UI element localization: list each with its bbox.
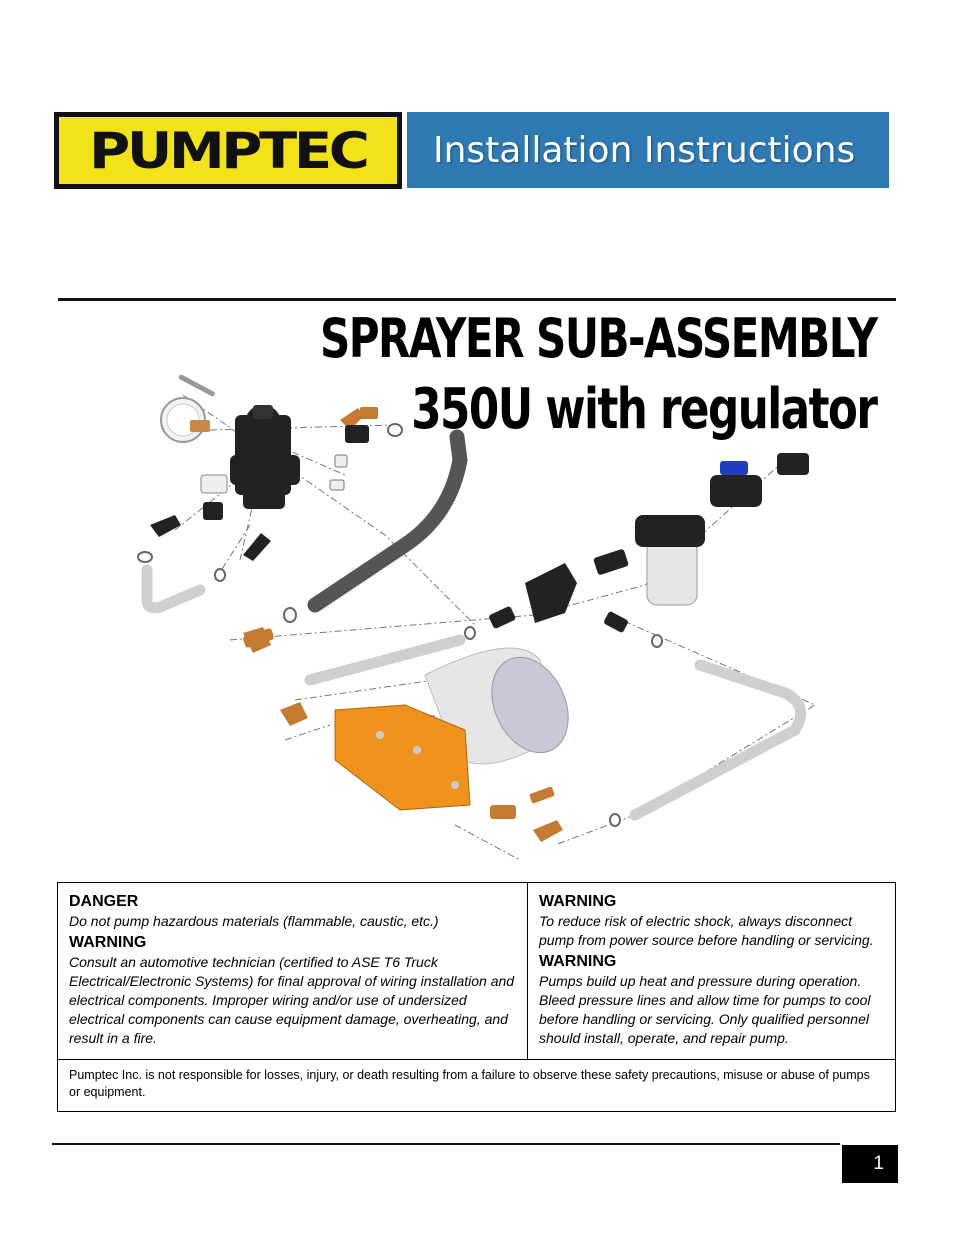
warning-heading-right-1: WARNING (539, 893, 617, 910)
banner-title: Installation Instructions (433, 129, 856, 171)
document-subtitle: 350U with regulator (410, 377, 876, 442)
exploded-assembly-diagram (135, 375, 825, 865)
safety-warnings-table (57, 882, 896, 1112)
pumptec-logo (54, 112, 402, 189)
logo-text: PUMPTEC (89, 121, 367, 180)
logo-background (59, 117, 397, 184)
regulator-body (230, 405, 300, 509)
pressure-gauge (161, 375, 216, 442)
danger-text: Do not pump hazardous materials (flammable, caustic, etc.) (69, 913, 439, 929)
warning-text-right-2: Pumps build up heat and pressure during operation. Bleed pressure lines and allow time for pumps to cool before handling or servicing. Only qualified personnel should install, operate, and repair pump. (539, 973, 871, 1046)
safety-left-cell (58, 883, 528, 1060)
warning-text-left: Consult an automotive technician (certified to ASE T6 Truck Electrical/Electronic Systems) for final approval of wiring installation and electrical components. Improper wiring and/or use of undersized electrical components can cause equipment damage, overheating, and result in a fire. (69, 954, 515, 1046)
document-title: SPRAYER SUB-ASSEMBLY (319, 307, 876, 370)
diaphragm-pump (335, 645, 583, 810)
safety-right-cell (528, 883, 896, 1060)
strainer-filter (635, 515, 705, 605)
installation-banner (407, 112, 889, 188)
warning-heading-left: WARNING (69, 934, 147, 951)
disclaimer-text: Pumptec Inc. is not responsible for losses, injury, or death resulting from a failure to observe these safety precautions, misuse or abuse of pumps or equipment. (58, 1060, 896, 1112)
warning-heading-right-2: WARNING (539, 953, 617, 970)
page-number: 1 (842, 1145, 898, 1183)
ball-valve (710, 453, 809, 507)
top-divider (58, 298, 896, 301)
bottom-divider (52, 1143, 840, 1145)
danger-heading: DANGER (69, 893, 139, 910)
warning-text-right-1: To reduce risk of electric shock, always disconnect pump from power source before handling or servicing. (539, 913, 874, 948)
